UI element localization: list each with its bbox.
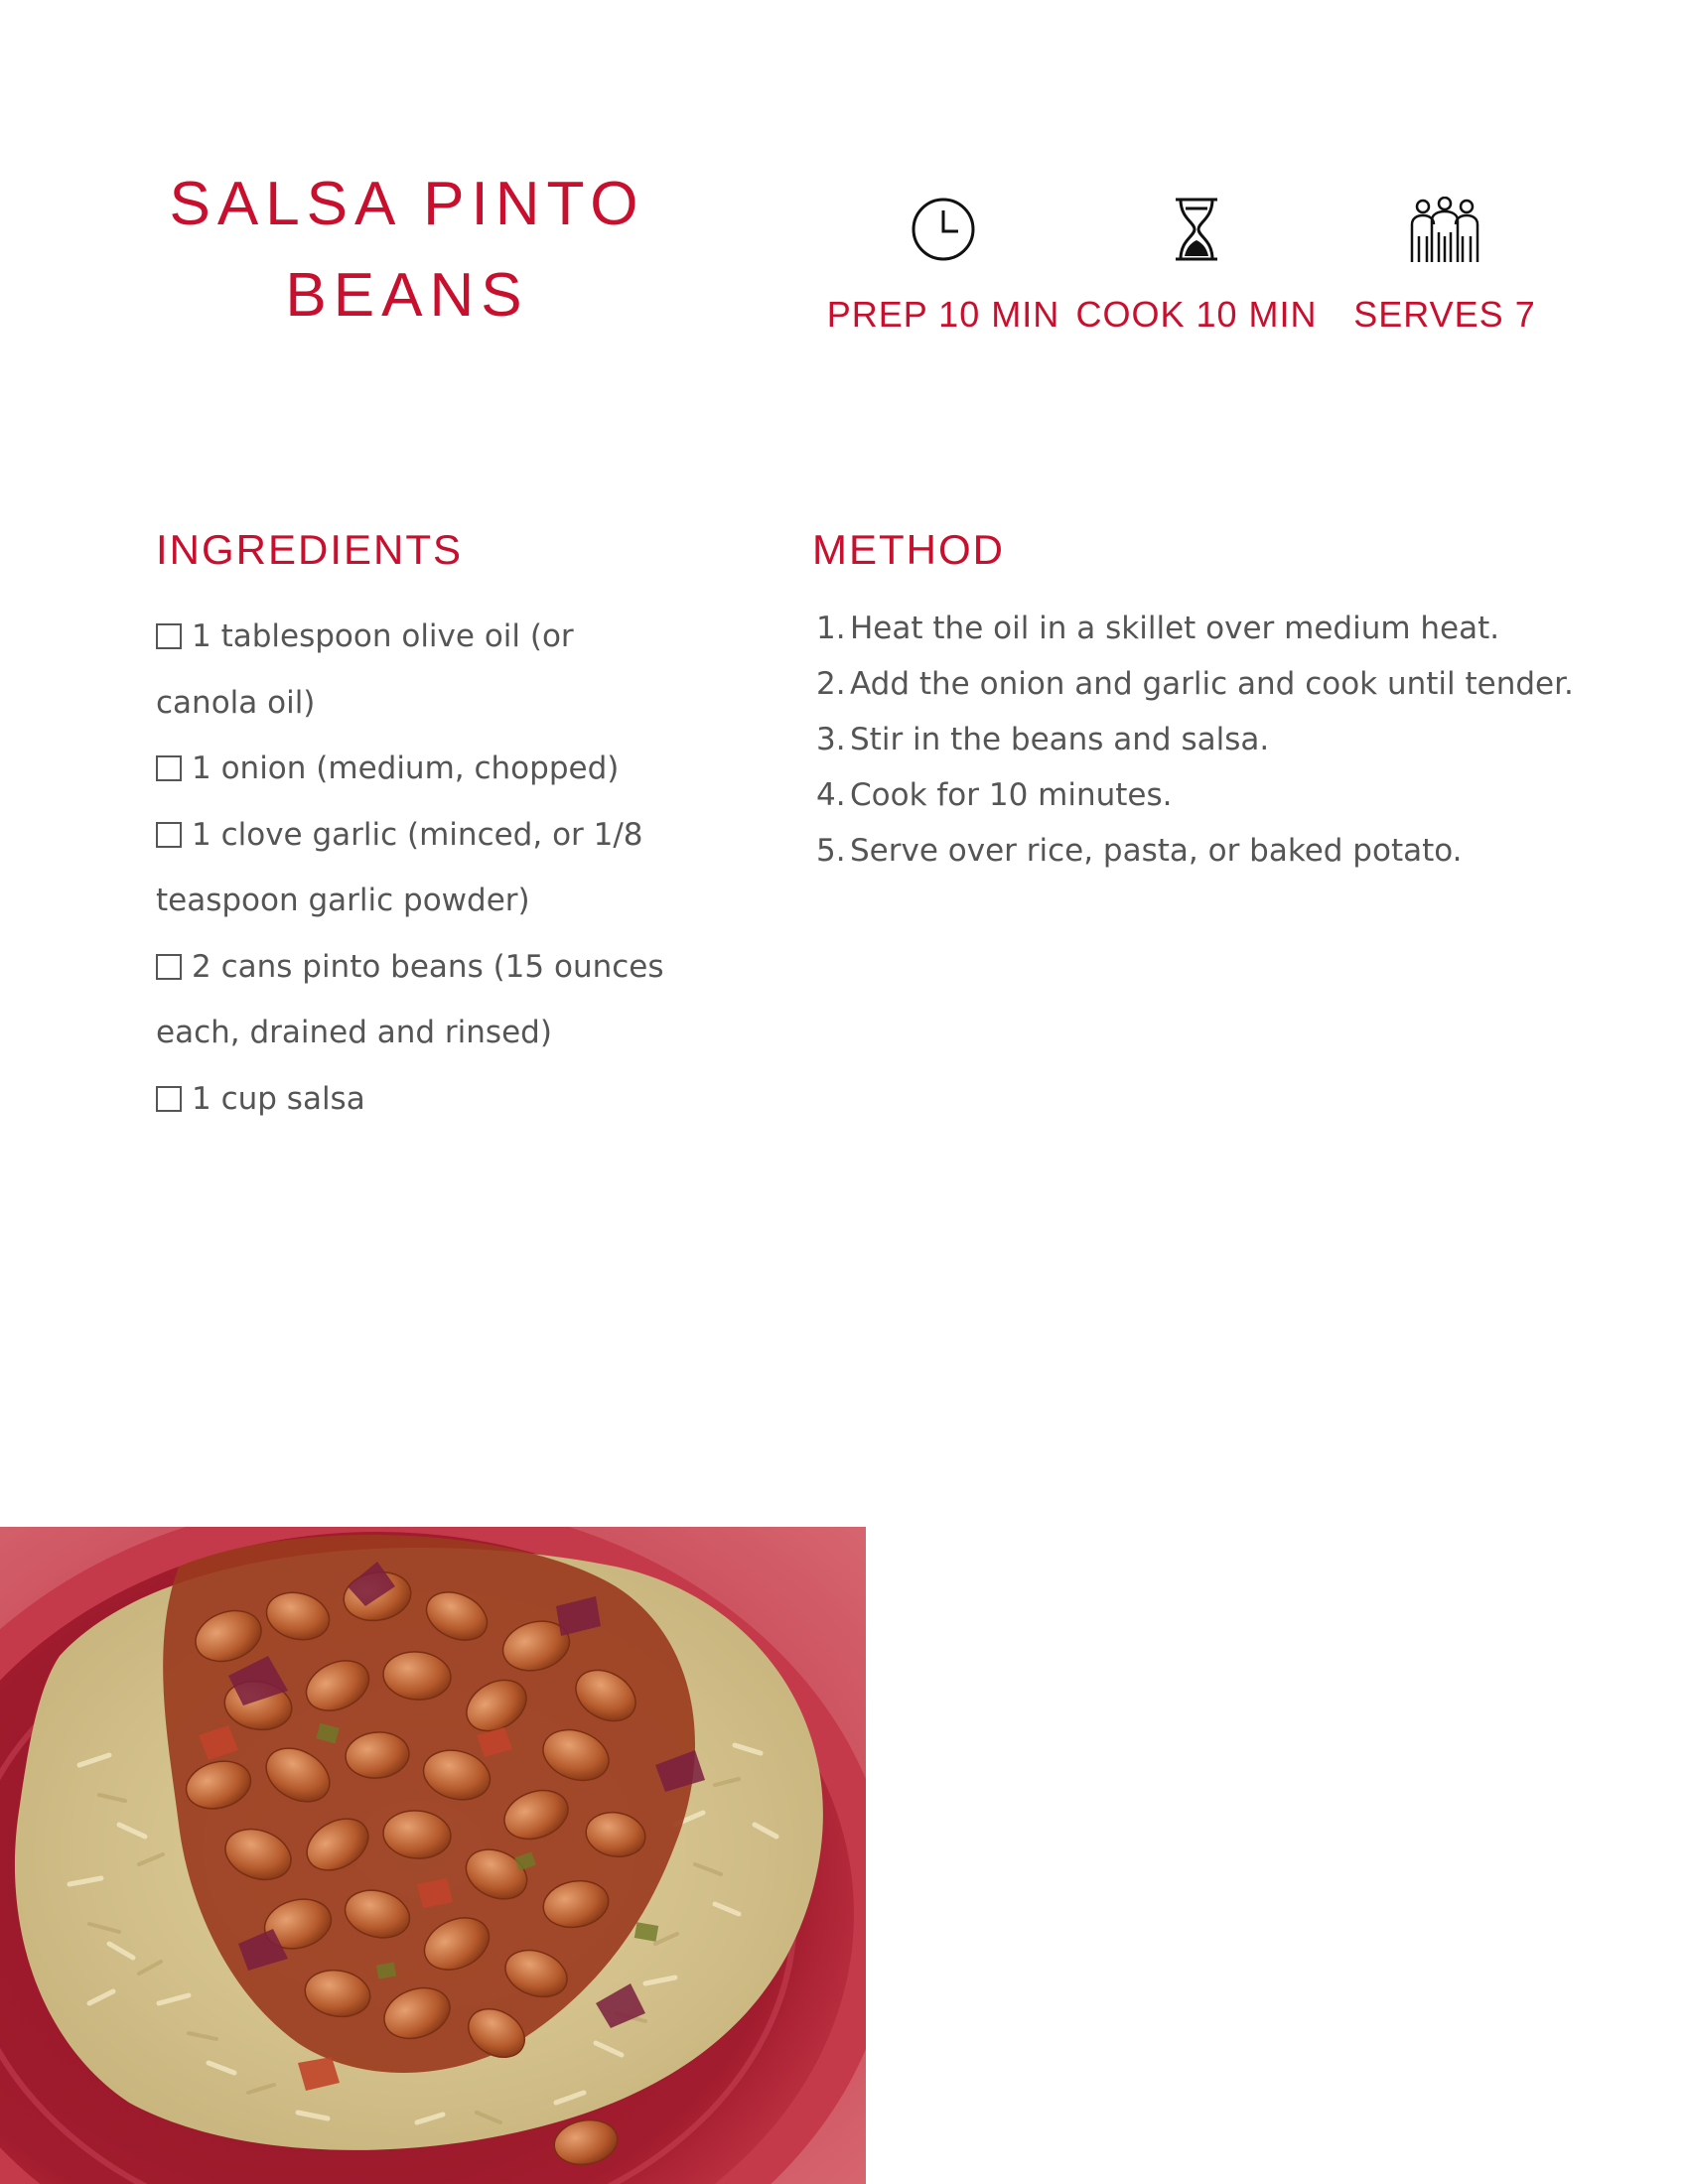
checkbox-icon[interactable] [156,822,182,848]
step-text: Stir in the beans and salsa. [850,722,1270,757]
step-number: 4. [816,777,846,813]
servings-label: SERVES 7 [1353,294,1536,335]
step-text: Add the onion and garlic and cook until tender. [850,666,1574,702]
prep-time [824,197,1062,336]
method-step [816,656,1611,712]
ingredient-text: 1 tablespoon olive oil (or canola oil) [156,618,574,721]
ingredient-text: 2 cans pinto beans (15 ounces each, drained and rinsed) [156,948,664,1050]
cook-time-label: COOK 10 MIN [1075,294,1318,335]
checkbox-icon[interactable] [156,623,182,649]
recipe-title [129,159,685,341]
ingredient-item [156,736,672,802]
step-text: Heat the oil in a skillet over medium heat. [850,611,1500,646]
food-photo [0,1527,866,2184]
step-number: 2. [816,666,846,702]
method-step [816,712,1611,767]
ingredients-heading: INGREDIENTS [156,526,464,573]
step-text: Cook for 10 minutes. [850,777,1173,813]
step-text: Serve over rice, pasta, or baked potato. [850,833,1463,869]
ingredient-item [156,802,672,934]
ingredients-list [156,604,672,1132]
food-photo-illustration [0,1527,866,2184]
ingredient-item [156,934,672,1066]
checkbox-icon[interactable] [156,1086,182,1112]
method-heading: METHOD [812,526,1005,573]
checkbox-icon[interactable] [156,954,182,980]
step-number: 1. [816,611,846,646]
step-number: 5. [816,833,846,869]
servings [1336,197,1554,336]
method-step [816,601,1611,656]
ingredient-item [156,1066,672,1133]
checkbox-icon[interactable] [156,755,182,781]
cook-time [1067,197,1326,336]
ingredient-text: 1 clove garlic (minced, or 1/8 teaspoon garlic powder) [156,816,643,918]
step-number: 3. [816,722,846,757]
hourglass-icon [1173,197,1220,262]
prep-time-label: PREP 10 MIN [826,294,1060,335]
method-step [816,823,1611,879]
recipe-title-line1: SALSA PINTO [169,170,645,238]
ingredient-item [156,604,672,736]
people-icon [1409,197,1480,264]
clock-icon [911,197,976,262]
recipe-title-line2: BEANS [285,261,529,330]
ingredient-text: 1 cup salsa [192,1080,365,1117]
ingredient-text: 1 onion (medium, chopped) [192,751,620,786]
method-step [816,767,1611,823]
method-list [816,601,1611,879]
